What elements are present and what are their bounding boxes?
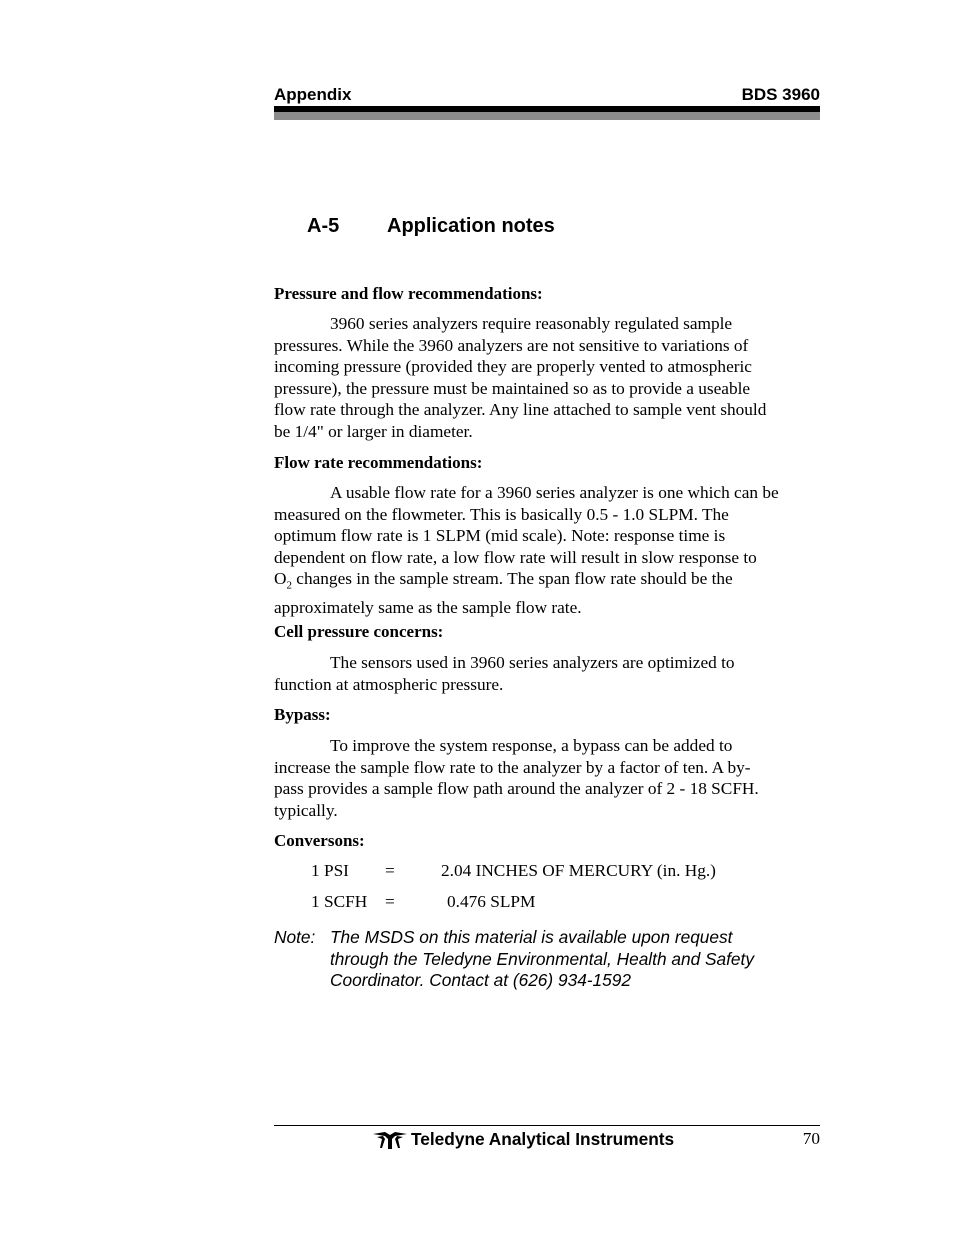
note-line: The MSDS on this material is available upon request — [330, 927, 733, 947]
note-line: Coordinator. Contact at (626) 934-1592 — [330, 970, 632, 990]
footer-rule — [274, 1125, 820, 1126]
bypass-paragraph — [274, 735, 822, 821]
section-title: Application notes — [387, 215, 555, 237]
flow-paragraph — [274, 482, 822, 619]
flow-heading: Flow rate recommendations: — [274, 453, 483, 472]
bypass-line: pass provides a sample flow path around the analyzer of 2 - 18 SCFH. — [274, 779, 759, 799]
conversion-equals: = — [385, 892, 395, 911]
note-body — [330, 927, 754, 992]
page-number: 70 — [802, 1129, 820, 1148]
section-number: A-5 — [307, 215, 340, 237]
bypass-heading: Bypass: — [274, 705, 331, 724]
pressure-heading: Pressure and flow recommendations: — [274, 284, 543, 303]
cell-paragraph — [274, 652, 822, 695]
flow-line: approximately same as the sample flow rate. — [274, 598, 582, 618]
cell-line: function at atmospheric pressure. — [274, 674, 504, 694]
flow-line: dependent on flow rate, a low flow rate will result in slow response to — [274, 547, 757, 567]
pressure-line: 3960 series analyzers require reasonably regulated sample — [330, 314, 733, 333]
note-label: Note: — [274, 927, 316, 947]
pressure-line: pressure), the pressure must be maintained so as to provide a useable — [274, 378, 751, 398]
pressure-line: be 1/4" or larger in diameter. — [274, 421, 473, 441]
bypass-line: typically. — [274, 800, 338, 820]
bypass-line: To improve the system response, a bypass can be added to — [330, 736, 733, 755]
o2-line-rest: changes in the sample stream. The span flow rate should be the — [291, 569, 733, 589]
flow-line: A usable flow rate for a 3960 series analyzer is one which can be — [330, 483, 779, 502]
flow-o2-line — [274, 568, 822, 597]
conversions-heading: Conversons: — [274, 831, 365, 850]
cell-heading: Cell pressure concerns: — [274, 622, 444, 641]
bypass-line: increase the sample flow rate to the analyzer by a factor of ten. A by- — [274, 757, 751, 777]
o2-symbol: O — [274, 569, 287, 589]
o2-subscript: 2 — [286, 579, 292, 592]
pressure-paragraph — [274, 313, 822, 443]
conversion-equals: = — [385, 861, 395, 880]
pressure-line: incoming pressure (provided they are properly vented to atmospheric — [274, 357, 752, 377]
flow-line: optimum flow rate is 1 SLPM (mid scale). Note: response time is — [274, 526, 726, 546]
pressure-line: pressures. While the 3960 analyzers are not sensitive to variations of — [274, 335, 749, 355]
header-section-label: Appendix — [274, 85, 352, 104]
pressure-line: flow rate through the analyzer. Any line attached to sample vent should — [274, 400, 767, 420]
footer-company-name: Teledyne Analytical Instruments — [411, 1129, 675, 1149]
conversion-value: 2.04 INCHES OF MERCURY (in. Hg.) — [441, 861, 716, 880]
cell-line: The sensors used in 3960 series analyzers are optimized to — [330, 653, 735, 672]
teledyne-logo-icon — [373, 1130, 407, 1150]
conversion-value: 0.476 SLPM — [447, 892, 536, 911]
conversion-unit: 1 PSI — [311, 861, 349, 880]
header-rule-gray — [274, 112, 820, 120]
conversion-unit: 1 SCFH — [311, 892, 368, 911]
flow-line: measured on the flowmeter. This is basically 0.5 - 1.0 SLPM. The — [274, 504, 729, 524]
header-model-label: BDS 3960 — [741, 85, 820, 104]
note-line: through the Teledyne Environmental, Health and Safety — [330, 948, 754, 969]
